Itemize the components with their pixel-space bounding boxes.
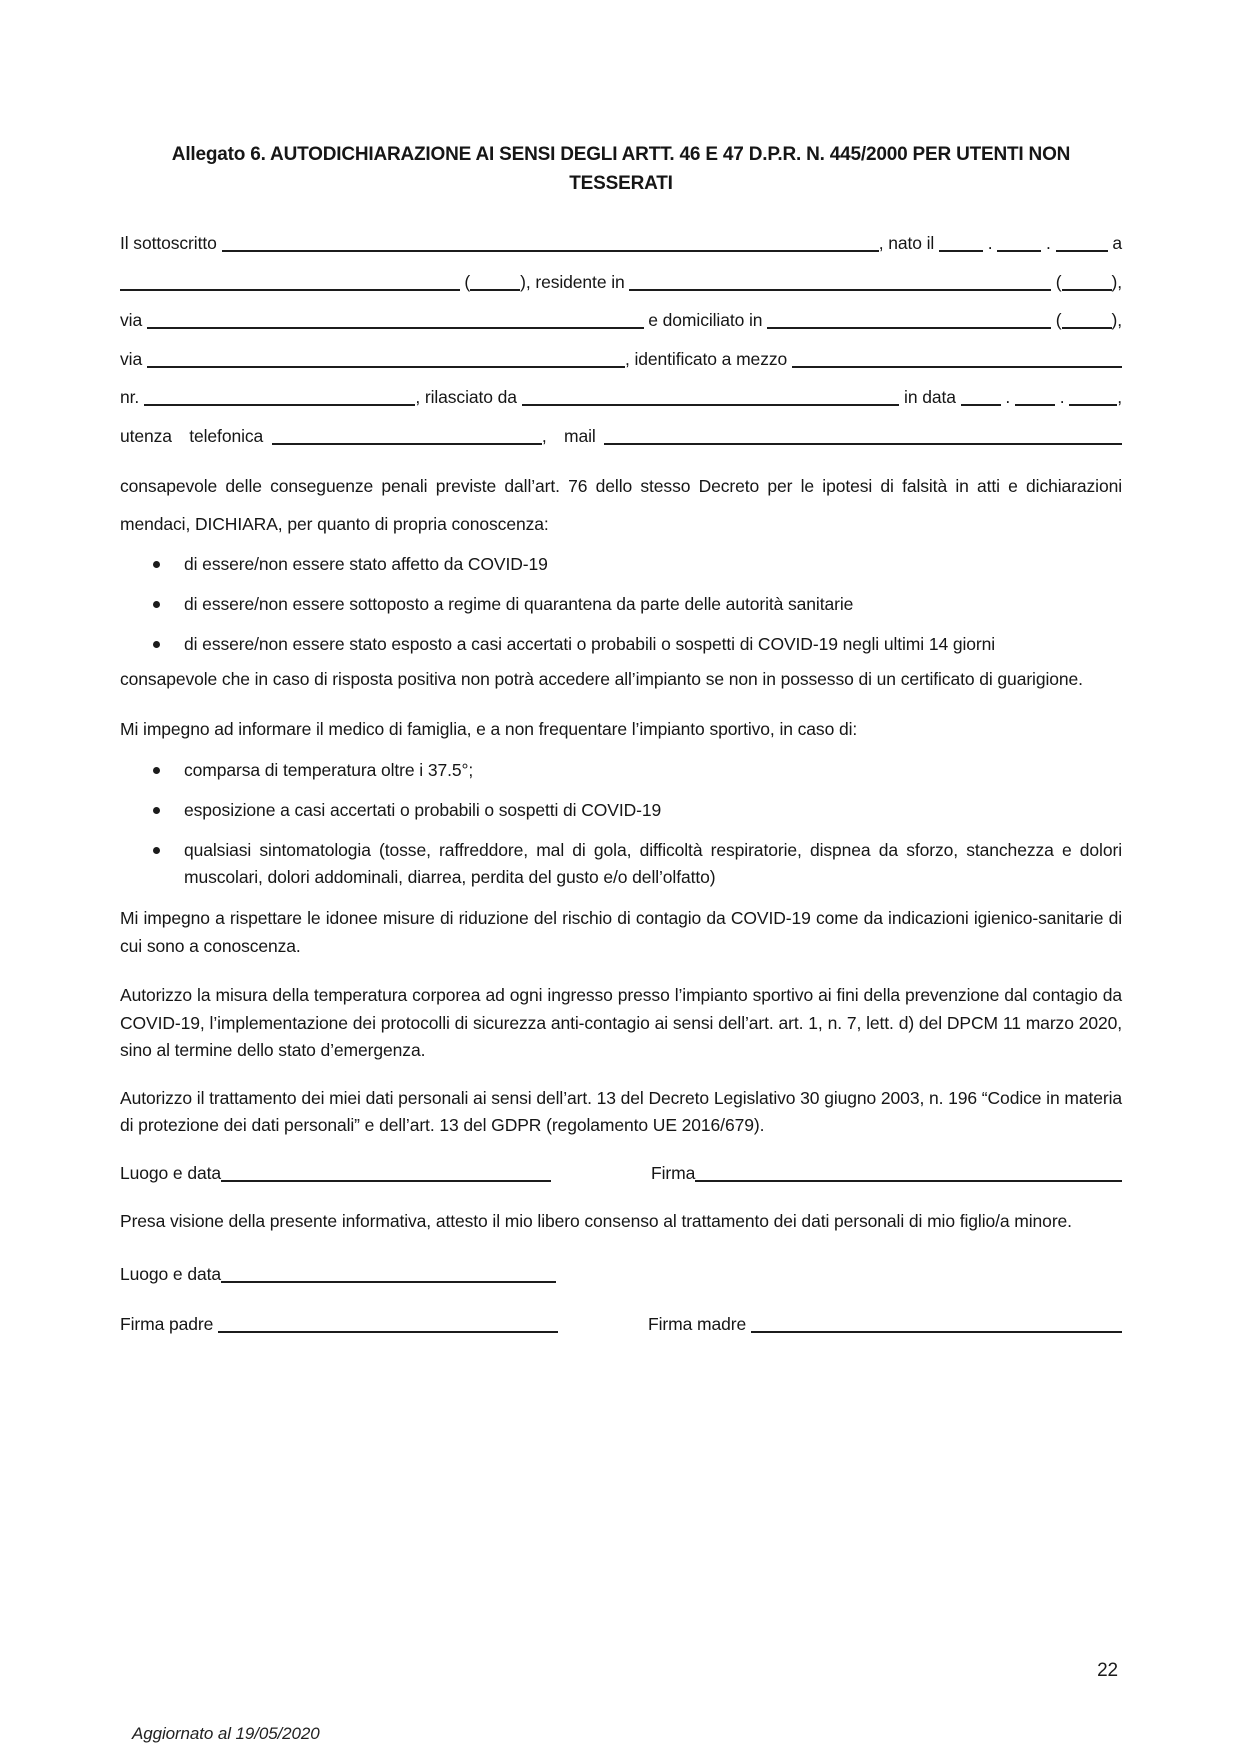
document-content <box>120 140 1122 1339</box>
form-line-street-domicile <box>120 301 1122 340</box>
form-line-name-birthdate <box>120 224 1122 263</box>
para-minor-consent: Presa visione della presente informativa, attesto il mio libero consenso al trattamento dei dati personali di mio figlio/a minore. <box>120 1210 1072 1231</box>
label-text: ), <box>1111 310 1122 330</box>
blank-field <box>767 315 1051 329</box>
bullet-text: di essere/non essere stato esposto a casi accertati o probabili o sospetti di COVID-19 negli ultimi 14 giorni <box>184 634 996 654</box>
bullet-item <box>120 591 1122 618</box>
label-text: , mail <box>541 425 605 446</box>
blank-field <box>470 277 520 291</box>
title-line-1: Allegato 6. AUTODICHIARAZIONE AI SENSI DEGLI ARTT. 46 E 47 D.P.R. N. 445/2000 PER UTENTI NON <box>171 144 1071 165</box>
bullet-item <box>120 797 1122 824</box>
footer-note: Aggiornato al 19/05/2020 <box>132 1724 320 1743</box>
blank-field <box>147 354 625 368</box>
blank-field <box>695 1168 1122 1182</box>
para-positive-response: consapevole che in caso di risposta positiva non potrà accedere all’impianto se non in possesso di un certificato di guarigione. <box>120 669 1083 689</box>
label-text: , nato il <box>878 233 939 253</box>
declarations-list-items <box>120 551 1122 658</box>
blank-field <box>1062 315 1112 329</box>
label-text: e domiciliato in <box>643 310 768 330</box>
label-text: Luogo e data <box>120 1162 221 1183</box>
blank-field <box>218 1319 558 1333</box>
label-text: . <box>1000 387 1015 407</box>
spacer <box>558 1329 648 1330</box>
form-line-birthplace-residence <box>120 263 1122 302</box>
symptoms-list-items <box>120 757 1122 891</box>
signature-row-place-date <box>120 1259 1122 1289</box>
blank-field <box>120 277 460 291</box>
page-number: 22 <box>1097 1660 1118 1681</box>
bullet-text: esposizione a casi accertati o probabili o sospetti di COVID-19 <box>184 800 662 820</box>
form-line-street-id-document <box>120 340 1122 379</box>
spacer <box>551 1178 651 1179</box>
label-text: . <box>1054 387 1070 407</box>
para-privacy-authorization: Autorizzo il trattamento dei miei dati personali ai sensi dell’art. 13 del Decreto Legislativo 30 giugno 2003, n. 196 “Codice in materia di protezione dei dati personali” e dell’art. 13 del GDPR (regolamento UE 2016/679). <box>120 1087 1122 1135</box>
label-text: utenza telefonica <box>120 425 272 446</box>
bullet-icon <box>153 847 160 854</box>
bullet-icon <box>153 807 160 814</box>
signature-row-parents <box>120 1309 1122 1339</box>
symptoms-list <box>120 757 1122 891</box>
label-text: ), <box>1111 271 1122 292</box>
label-text: ( <box>1051 310 1062 330</box>
document-body <box>120 224 1122 1339</box>
label-text: in data <box>899 387 961 407</box>
label-text: via <box>120 348 147 369</box>
label-text: Il sottoscritto <box>120 233 222 253</box>
label-text: via <box>120 310 147 330</box>
bullet-item <box>120 551 1122 578</box>
blank-field <box>522 392 900 406</box>
label-text: , <box>1117 387 1122 407</box>
blank-field <box>1069 392 1117 406</box>
blank-field <box>1015 392 1055 406</box>
blank-field <box>144 392 415 406</box>
blank-field <box>939 238 983 252</box>
blank-field <box>604 431 1122 445</box>
blank-field <box>147 315 644 329</box>
blank-field <box>751 1319 1122 1333</box>
bullet-text: di essere/non essere sottoposto a regime di quarantena da parte delle autorità sanitarie <box>184 594 854 614</box>
signature-row-place-date-signature <box>120 1158 1122 1188</box>
blank-field <box>792 354 1122 368</box>
bullet-icon <box>153 767 160 774</box>
blank-field <box>272 431 542 445</box>
blank-field <box>222 238 879 252</box>
document-title <box>120 140 1122 198</box>
label-text: . <box>983 233 998 253</box>
label-text: Firma madre <box>648 1314 751 1334</box>
bullet-item <box>120 631 1122 658</box>
label-text: ), residente in <box>520 271 630 292</box>
label-text: a <box>1107 233 1122 253</box>
para-inform-doctor: Mi impegno ad informare il medico di famiglia, e a non frequentare l’impianto sportivo, in caso di: <box>120 718 858 739</box>
para-penal-consequences: consapevole delle conseguenze penali previste dall’art. 76 dello stesso Decreto per le ipotesi di falsità in atti e dichiarazioni mendaci, DICHIARA, per quanto di propria conoscenza: <box>120 476 1122 534</box>
label-text: , rilasciato da <box>415 387 522 407</box>
bullet-text: comparsa di temperatura oltre i 37.5°; <box>184 760 474 780</box>
blank-field <box>961 392 1001 406</box>
para-temperature-authorization: Autorizzo la misura della temperatura corporea ad ogni ingresso presso l’impianto sportivo ai fini della prevenzione dal contagio da COVID-19, l’implementazione dei protocolli di sicurezza anti-contagio ai sensi dell’art. art. 1, n. 7, lett. d) del DPCM 11 marzo 2020, sino al termine dello stato d’emergenza. <box>120 985 1122 1060</box>
label-text: ( <box>1051 271 1062 292</box>
blank-field <box>629 277 1051 291</box>
blank-field <box>221 1168 551 1182</box>
label-text: Firma <box>650 1162 696 1183</box>
blank-field <box>997 238 1041 252</box>
blank-field <box>221 1269 556 1283</box>
blank-field <box>1062 277 1112 291</box>
label-text: Firma padre <box>120 1314 218 1334</box>
label-text: . <box>1041 233 1056 253</box>
label-text: ( <box>459 271 471 292</box>
bullet-item <box>120 837 1122 891</box>
bullet-text: qualsiasi sintomatologia (tosse, raffreddore, mal di gola, difficoltà respiratorie, dispnea da sforzo, stanchezza e dolori muscolari, dolori addominali, diarrea, perdita del gusto e/o dell’olfatto) <box>184 840 1122 887</box>
title-line-2: TESSERATI <box>569 173 673 194</box>
bullet-icon <box>153 601 160 608</box>
bullet-item <box>120 757 1122 784</box>
blank-field <box>1056 238 1108 252</box>
label-text: Luogo e data <box>120 1264 221 1284</box>
declarations-list <box>120 551 1122 658</box>
label-text: , identificato a mezzo <box>624 348 792 369</box>
para-hygiene-measures: Mi impegno a rispettare le idonee misure di riduzione del rischio di contagio da COVID-19 come da indicazioni igienico-sanitarie di cui sono a conoscenza. <box>120 908 1122 956</box>
bullet-text: di essere/non essere stato affetto da COVID-19 <box>184 554 548 574</box>
form-line-number-issuer-date <box>120 378 1122 417</box>
form-line-phone-mail <box>120 417 1122 456</box>
label-text: nr. <box>120 387 144 407</box>
bullet-icon <box>153 561 160 568</box>
bullet-icon <box>153 641 160 648</box>
